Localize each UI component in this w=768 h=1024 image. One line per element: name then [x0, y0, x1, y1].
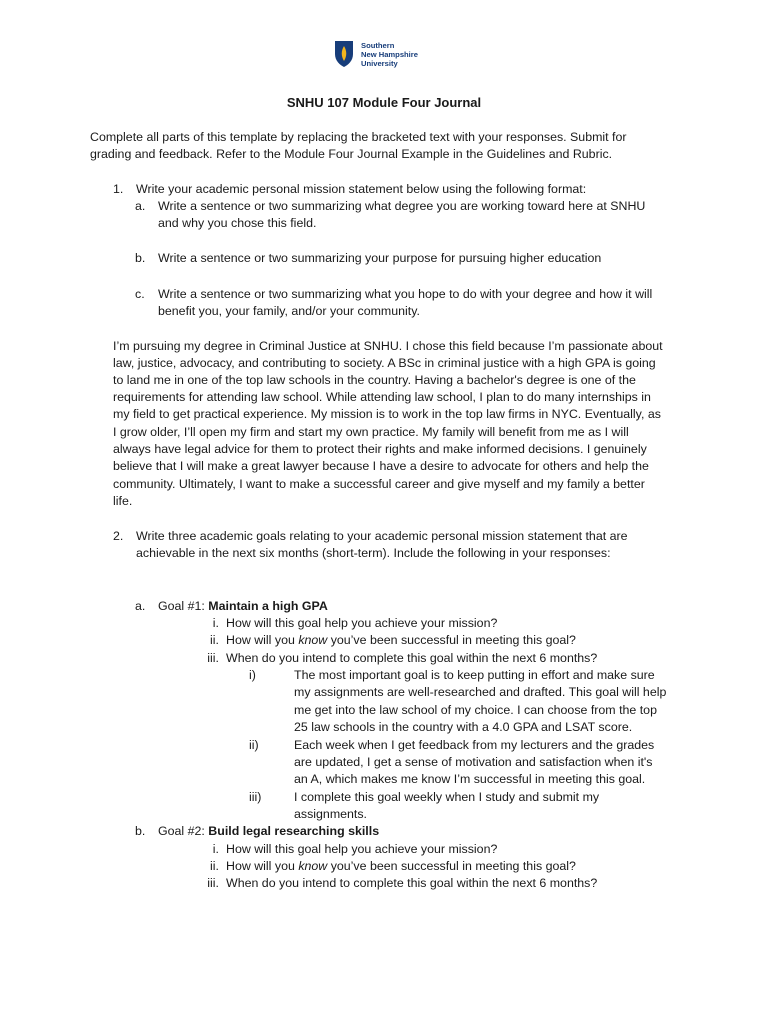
goal1-ii-post: you’ve been successful in meeting this goal? [330, 633, 576, 647]
answer1-line: I’m pursuing my degree in Criminal Justice at SNHU. I chose this field because I’m passionate about [113, 339, 663, 353]
goal2-i-text: How will this goal help you achieve your mission? [226, 842, 498, 856]
answer1-line: my field to get practical experience. My mission is to work in the top law firms in NYC. Eventually, as [113, 407, 661, 421]
answer1-line: I grow older, I’ll open my firm and start my own practice. My family will benefit from me as I will [113, 425, 629, 439]
q1c-line-1: Write a sentence or two summarizing what you hope to do with your degree and how it will [158, 287, 653, 301]
q1c-marker: c. [135, 287, 145, 301]
goal1-response-3-marker: iii) [249, 790, 262, 804]
goal1-response-1-marker: i) [249, 668, 256, 682]
answer1-line: community. Ultimately, I want to make a successful career and give myself and my family a better [113, 477, 645, 491]
goal1-response-1-line: 25 law schools in the country with a 4.0 GPA and LSAT score. [294, 720, 633, 734]
goal2-iii-text: When do you intend to complete this goal within the next 6 months? [226, 876, 598, 890]
goal1-ii-pre: How will you [226, 633, 295, 647]
goal1-i-marker: i. [212, 616, 219, 630]
answer1-line: life. [113, 494, 133, 508]
goal1-response-1-line: me get into the law school of my choice. I can choose from the top [294, 703, 657, 717]
q1b-marker: b. [135, 251, 146, 265]
goal1-response-1-line: The most important goal is to keep putting in effort and make sure [294, 668, 655, 682]
goal2-heading [158, 823, 379, 840]
goal1-iii-marker: iii. [207, 651, 219, 665]
intro-line-1: Complete all parts of this template by replacing the bracketed text with your responses. Submit for [90, 130, 627, 144]
goal2-ii-post: you’ve been successful in meeting this goal? [330, 859, 576, 873]
goal1-prefix: Goal #1: [158, 599, 205, 613]
goal1-i-text: How will this goal help you achieve your mission? [226, 616, 498, 630]
logo-line-1: Southern [361, 41, 395, 50]
goal1-response-3-line: I complete this goal weekly when I study and submit my [294, 790, 600, 804]
goal1-marker: a. [135, 599, 146, 613]
goal2-ii-pre: How will you [226, 859, 295, 873]
goal2-marker: b. [135, 824, 146, 838]
goal1-response-3-line: assignments. [294, 807, 368, 821]
q1-text: Write your academic personal mission statement below using the following format: [136, 182, 587, 196]
goal1-response-2-line: an A, which makes me know I’m successful in meeting this goal. [294, 772, 646, 786]
goal2-name: Build legal researching skills [208, 824, 380, 838]
q2-number: 2. [113, 529, 124, 543]
q2-line-1: Write three academic goals relating to your academic personal mission statement that are [136, 529, 628, 543]
goal1-iii-text: When do you intend to complete this goal within the next 6 months? [226, 651, 598, 665]
snhu-logo [334, 39, 444, 73]
goal1-response-2-line: are updated, I get a sense of motivation and satisfaction when it's [294, 755, 653, 769]
q1a-line-1: Write a sentence or two summarizing what degree you are working toward here at SNHU [158, 199, 646, 213]
goal1-response-2-marker: ii) [249, 738, 259, 752]
goal2-i-marker: i. [212, 842, 219, 856]
goal2-prefix: Goal #2: [158, 824, 205, 838]
q1b-line-1: Write a sentence or two summarizing your purpose for pursuing higher education [158, 251, 602, 265]
q1c-line-2: benefit you, your family, and/or your community. [158, 304, 420, 318]
goal1-response-2-line: Each week when I get feedback from my lecturers and the grades [294, 738, 655, 752]
logo-wordmark [361, 41, 418, 68]
goal2-iii-marker: iii. [207, 876, 219, 890]
goal2-ii-text [226, 858, 576, 875]
goal2-ii-marker: ii. [210, 859, 219, 873]
document-title: SNHU 107 Module Four Journal [286, 95, 482, 110]
q1a-line-2: and why you chose this field. [158, 216, 317, 230]
goal1-name: Maintain a high GPA [208, 599, 328, 613]
answer1-line: believe that I will make a great lawyer because I have a desire to advocate for others and help the [113, 459, 649, 473]
answer1-line: law, justice, advocacy, and contributing to society. A BSc in criminal justice with a high GPA is going [113, 356, 656, 370]
logo-line-2: New Hampshire [361, 50, 418, 59]
goal1-ii-emphasis: know [298, 633, 328, 647]
logo-line-3: University [361, 59, 398, 68]
answer1-line: requirements for attending law school. While attending law school, I plan to do many internships in [113, 390, 651, 404]
goal1-heading [158, 598, 328, 615]
goal1-response-1-line: my assignments are well-researched and drafted. This goal will help [294, 685, 667, 699]
snhu-shield-icon [334, 40, 354, 68]
goal1-ii-marker: ii. [210, 633, 219, 647]
intro-line-2: grading and feedback. Refer to the Module Four Journal Example in the Guidelines and Rubric. [90, 147, 613, 161]
goal2-ii-emphasis: know [298, 859, 328, 873]
q1a-marker: a. [135, 199, 146, 213]
answer1-line: always have legal advice for them to protect their rights and make informed decisions. I genuinely [113, 442, 647, 456]
goal1-ii-text [226, 632, 576, 649]
answer1-line: to land me in one of the top law schools in the country. Having a bachelor's degree is one of the [113, 373, 636, 387]
q1-number: 1. [113, 182, 124, 196]
q2-line-2: achievable in the next six months (short-term). Include the following in your responses: [136, 546, 611, 560]
